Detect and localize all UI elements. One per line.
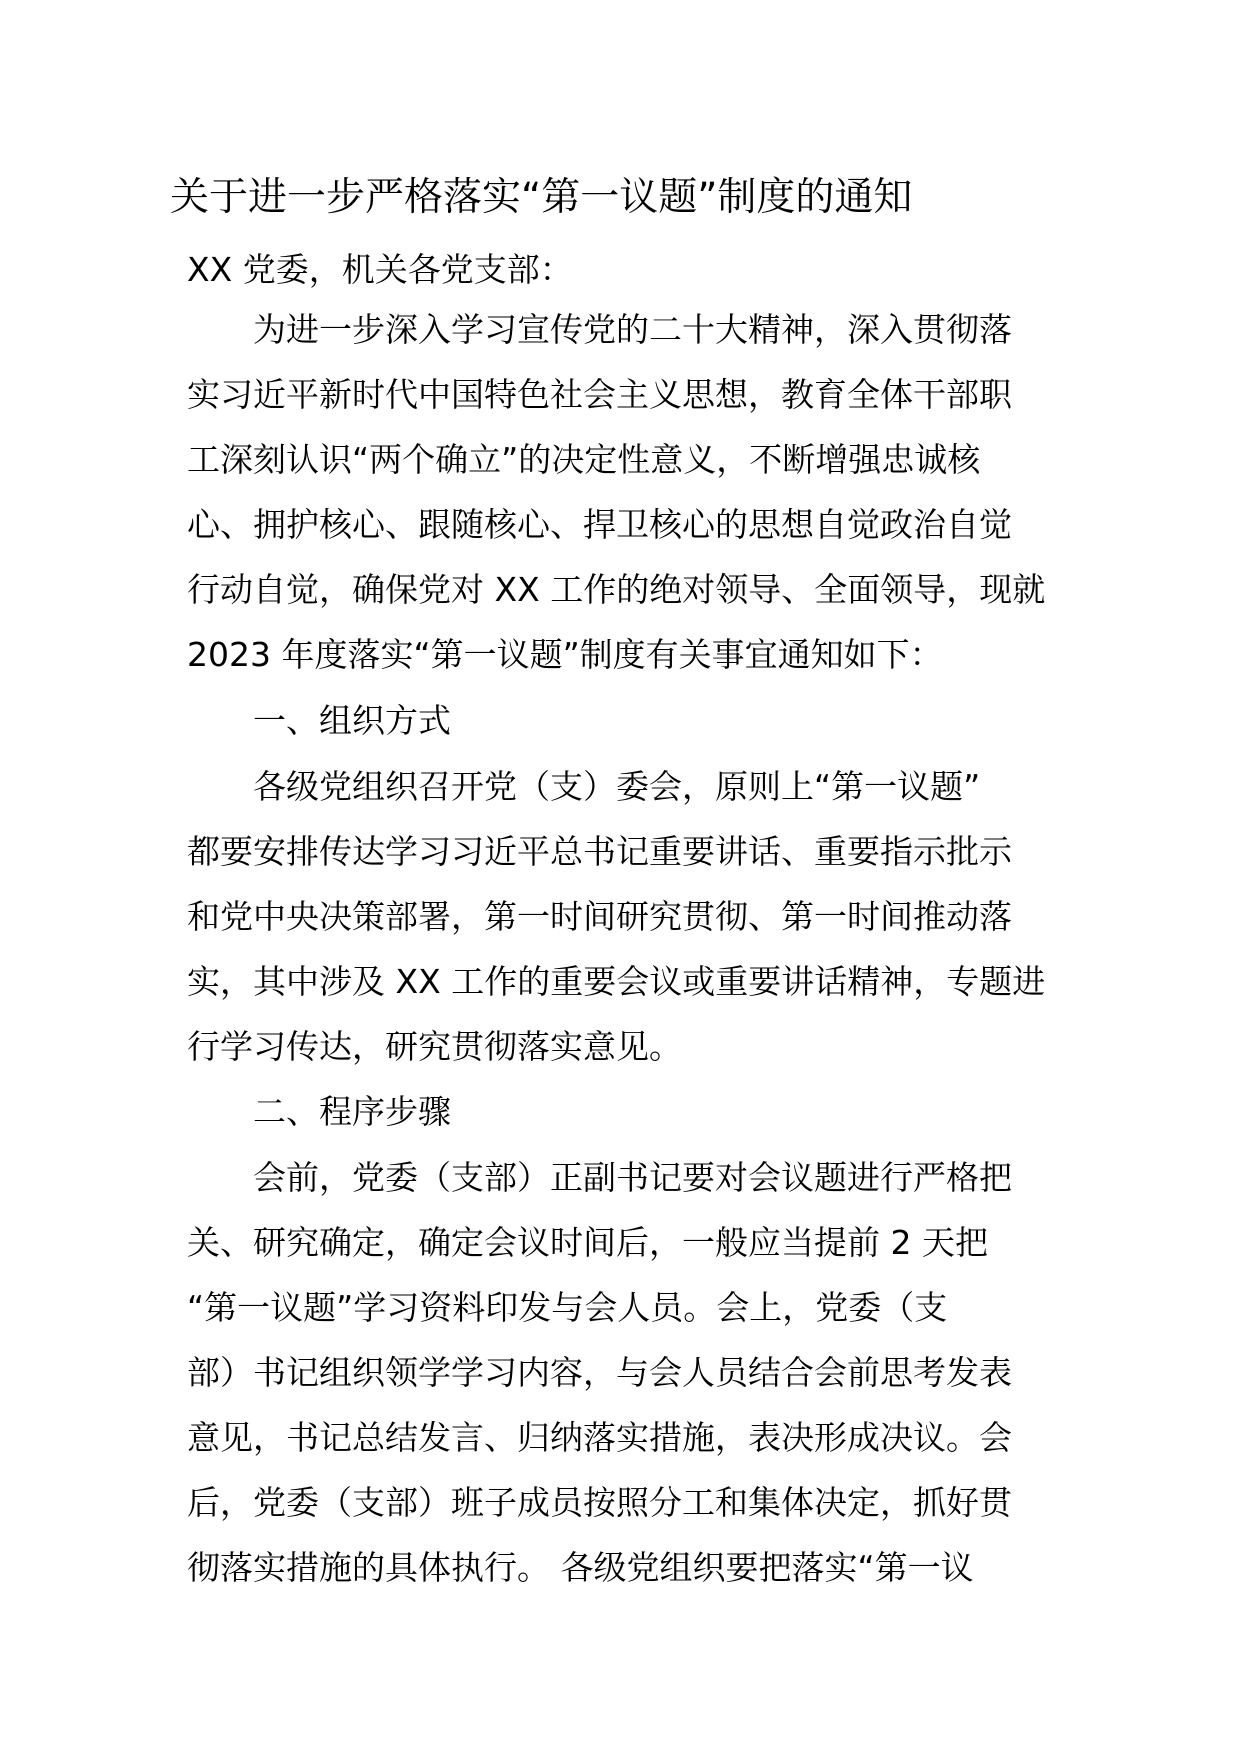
intro-line: 心、拥护核心、跟随核心、捍卫核心的思想自觉政治自觉 (187, 505, 1012, 544)
section-2-line: 后，党委（支部）班子成员按照分工和集体决定，抓好贯 (187, 1483, 1012, 1522)
section-1-line: 行学习传达，研究贯彻落实意见。 (187, 1027, 682, 1066)
section-heading-text: 一、组织方式 (253, 701, 451, 740)
section-heading-2 (187, 1079, 1067, 1144)
section-heading-text: 二、程序步骤 (253, 1092, 451, 1131)
intro-line: 实习近平新时代中国特色社会主义思想，教育全体干部职 (187, 375, 1012, 414)
intro-line: 2023 年度落实“第一议题”制度有关事宜通知如下： (187, 635, 943, 674)
section-2-paragraph (187, 1145, 1067, 1600)
section-1-paragraph (187, 754, 1067, 1079)
section-2-line: 关、研究确定，确定会议时间后，一般应当提前 2 天把 (187, 1223, 988, 1262)
section-2-line: 部）书记组织领学学习内容，与会人员结合会前思考发表 (187, 1353, 1012, 1392)
salutation-line: XX 党委，机关各党支部： (187, 250, 573, 289)
intro-line: 为进一步深入学习宣传党的二十大精神，深入贯彻落 (253, 310, 1012, 349)
section-2-line: 意见，书记总结发言、归纳落实措施，表决形成决议。会 (187, 1418, 1012, 1457)
section-heading-1 (187, 688, 1067, 753)
section-2-line: “第一议题”学习资料印发与会人员。会上，党委（支 (187, 1288, 948, 1327)
intro-line: 行动自觉，确保党对 XX 工作的绝对领导、全面领导，现就 (187, 570, 1046, 609)
section-2-line: 会前，党委（支部）正副书记要对会议题进行严格把 (253, 1158, 1012, 1197)
section-1-line: 和党中央决策部署，第一时间研究贯彻、第一时间推动落 (187, 897, 1012, 936)
section-1-line: 各级党组织召开党（支）委会，原则上“第一议题” (253, 767, 981, 806)
section-2-line: 彻落实措施的具体执行。 各级党组织要把落实“第一议 (187, 1548, 974, 1587)
intro-paragraph (187, 297, 1067, 687)
section-1-line: 实，其中涉及 XX 工作的重要会议或重要讲话精神，专题进 (187, 962, 1046, 1001)
salutation (187, 237, 1067, 302)
document-title: 关于进一步严格落实“第一议题”制度的通知 (170, 175, 913, 220)
section-1-line: 都要安排传达学习习近平总书记重要讲话、重要指示批示 (187, 832, 1012, 871)
intro-line: 工深刻认识“两个确立”的决定性意义，不断增强忠诚核 (187, 440, 981, 479)
